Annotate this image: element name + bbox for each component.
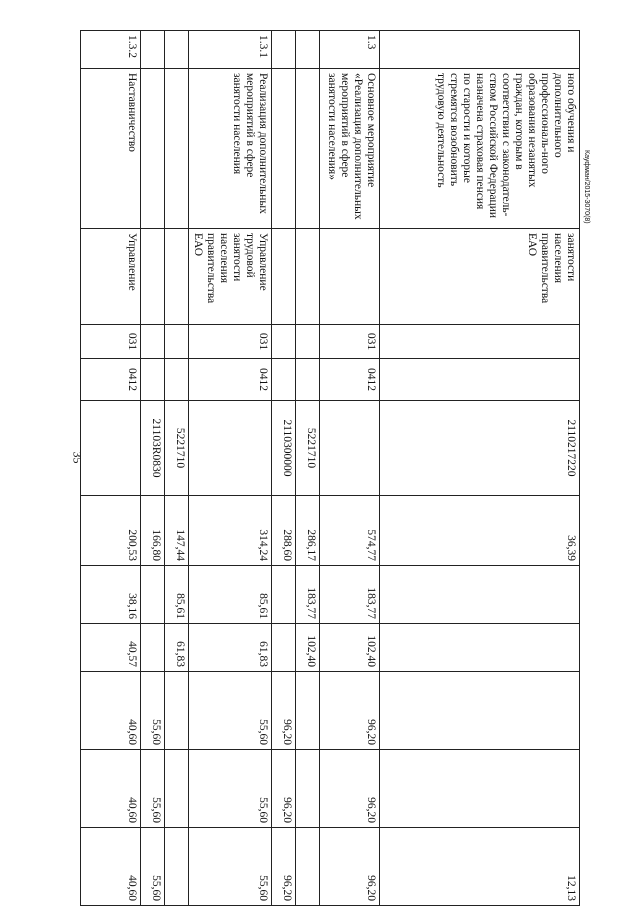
- cell-v5: 96,20: [320, 750, 380, 828]
- cell-rz: 0412: [81, 359, 141, 401]
- cell-grbs: 031: [81, 325, 141, 359]
- cell-v2: 183,77: [296, 566, 320, 624]
- cell-csr: [320, 401, 380, 496]
- cell-name: Основное мероприятие «Реализация дополнительных мероприятий в сфере занятости населения»: [320, 69, 380, 229]
- cell-no: [141, 31, 165, 69]
- cell-v3: 102,40: [296, 624, 320, 672]
- cell-no: [296, 31, 320, 69]
- cell-v6: 55,60: [141, 828, 165, 906]
- cell-v4: 96,20: [320, 672, 380, 750]
- cell-v2: 85,61: [165, 566, 189, 624]
- cell-executor: Управление трудовой занятости населения правительства ЕАО: [189, 229, 272, 325]
- cell-v3: 40,57: [81, 624, 141, 672]
- cell-csr: [189, 401, 272, 496]
- cell-rz: 0412: [189, 359, 272, 401]
- cell-executor: [320, 229, 380, 325]
- cell-v3: 61,83: [189, 624, 272, 672]
- cell-name: Реализация дополнительных мероприятий в сфере занятости населения: [189, 69, 272, 229]
- cell-v1: 286,17: [296, 496, 320, 566]
- table-row: [380, 31, 580, 906]
- cell-executor: Управление: [81, 229, 141, 325]
- cell-v2: 183,77: [320, 566, 380, 624]
- cell-no: [165, 31, 189, 69]
- page-number: 35: [70, 451, 85, 464]
- cell-executor: [141, 229, 165, 325]
- cell-v1: 147,44: [165, 496, 189, 566]
- table-row: [272, 31, 296, 906]
- cell-name: [272, 69, 296, 229]
- cell-v5: 96,20: [272, 750, 296, 828]
- document-stamp: Кауфман/2015-3070(8): [583, 150, 590, 224]
- cell-grbs: [141, 325, 165, 359]
- cell-csr: 21103R0830: [141, 401, 165, 496]
- budget-table: [80, 30, 580, 906]
- cell-no: 1.3.2: [81, 31, 141, 69]
- cell-v4: 55,60: [189, 672, 272, 750]
- cell-executor: [296, 229, 320, 325]
- cell-executor: занятости населения правительства ЕАО: [380, 229, 580, 325]
- cell-no: 1.3.1: [189, 31, 272, 69]
- cell-v6: 55,60: [189, 828, 272, 906]
- table-body: [81, 31, 580, 906]
- cell-v5: [165, 750, 189, 828]
- cell-v2: 85,61: [189, 566, 272, 624]
- cell-grbs: 031: [320, 325, 380, 359]
- cell-v5: 55,60: [141, 750, 165, 828]
- cell-v4: 40,60: [81, 672, 141, 750]
- table-row: [141, 31, 165, 906]
- cell-v4: [380, 672, 580, 750]
- table-row: [189, 31, 272, 906]
- cell-v2: [380, 566, 580, 624]
- cell-executor: [272, 229, 296, 325]
- cell-v5: 40,60: [81, 750, 141, 828]
- table-row: [165, 31, 189, 906]
- cell-v3: 102,40: [320, 624, 380, 672]
- cell-v6: [296, 828, 320, 906]
- cell-no: [380, 31, 580, 69]
- cell-csr: [81, 401, 141, 496]
- cell-name: [141, 69, 165, 229]
- cell-grbs: [272, 325, 296, 359]
- cell-grbs: [380, 325, 580, 359]
- cell-executor: [165, 229, 189, 325]
- cell-v2: [272, 566, 296, 624]
- cell-rz: 0412: [320, 359, 380, 401]
- cell-v2: [141, 566, 165, 624]
- cell-v6: 12,13: [380, 828, 580, 906]
- cell-v6: 96,20: [320, 828, 380, 906]
- cell-grbs: [165, 325, 189, 359]
- table-row: [296, 31, 320, 906]
- cell-rz: [141, 359, 165, 401]
- cell-v1: 314,24: [189, 496, 272, 566]
- cell-v4: 55,60: [141, 672, 165, 750]
- cell-v3: [141, 624, 165, 672]
- cell-v6: 40,60: [81, 828, 141, 906]
- cell-grbs: [296, 325, 320, 359]
- table-row: [320, 31, 380, 906]
- cell-csr: 5221710: [165, 401, 189, 496]
- cell-name: ного обучения и дополнительного профессиональ-ного образования незанятых граждан, которым в соответствии с законодатель-ством Российской Федерации назначена страховая пенсия по старости и которые стремятся возобновить трудовую деятельность: [380, 69, 580, 229]
- cell-v2: 38,16: [81, 566, 141, 624]
- cell-rz: [165, 359, 189, 401]
- cell-v5: [296, 750, 320, 828]
- cell-csr: 5221710: [296, 401, 320, 496]
- cell-csr: 2110300000: [272, 401, 296, 496]
- cell-v1: 574,77: [320, 496, 380, 566]
- cell-rz: [296, 359, 320, 401]
- cell-v1: 36,39: [380, 496, 580, 566]
- cell-rz: [272, 359, 296, 401]
- cell-v3: [272, 624, 296, 672]
- cell-v1: 288,60: [272, 496, 296, 566]
- cell-v6: 96,20: [272, 828, 296, 906]
- cell-name: [165, 69, 189, 229]
- cell-v3: [380, 624, 580, 672]
- cell-v6: [165, 828, 189, 906]
- cell-csr: 2110217220: [380, 401, 580, 496]
- table-row: [81, 31, 141, 906]
- cell-v1: 200,53: [81, 496, 141, 566]
- cell-v3: 61,83: [165, 624, 189, 672]
- cell-v4: [296, 672, 320, 750]
- cell-name: [296, 69, 320, 229]
- cell-v5: 55,60: [189, 750, 272, 828]
- cell-no: [272, 31, 296, 69]
- cell-rz: [380, 359, 580, 401]
- cell-no: 1.3: [320, 31, 380, 69]
- cell-v4: 96,20: [272, 672, 296, 750]
- cell-v1: 166,80: [141, 496, 165, 566]
- cell-name: Наставничество: [81, 69, 141, 229]
- cell-v5: [380, 750, 580, 828]
- cell-grbs: 031: [189, 325, 272, 359]
- cell-v4: [165, 672, 189, 750]
